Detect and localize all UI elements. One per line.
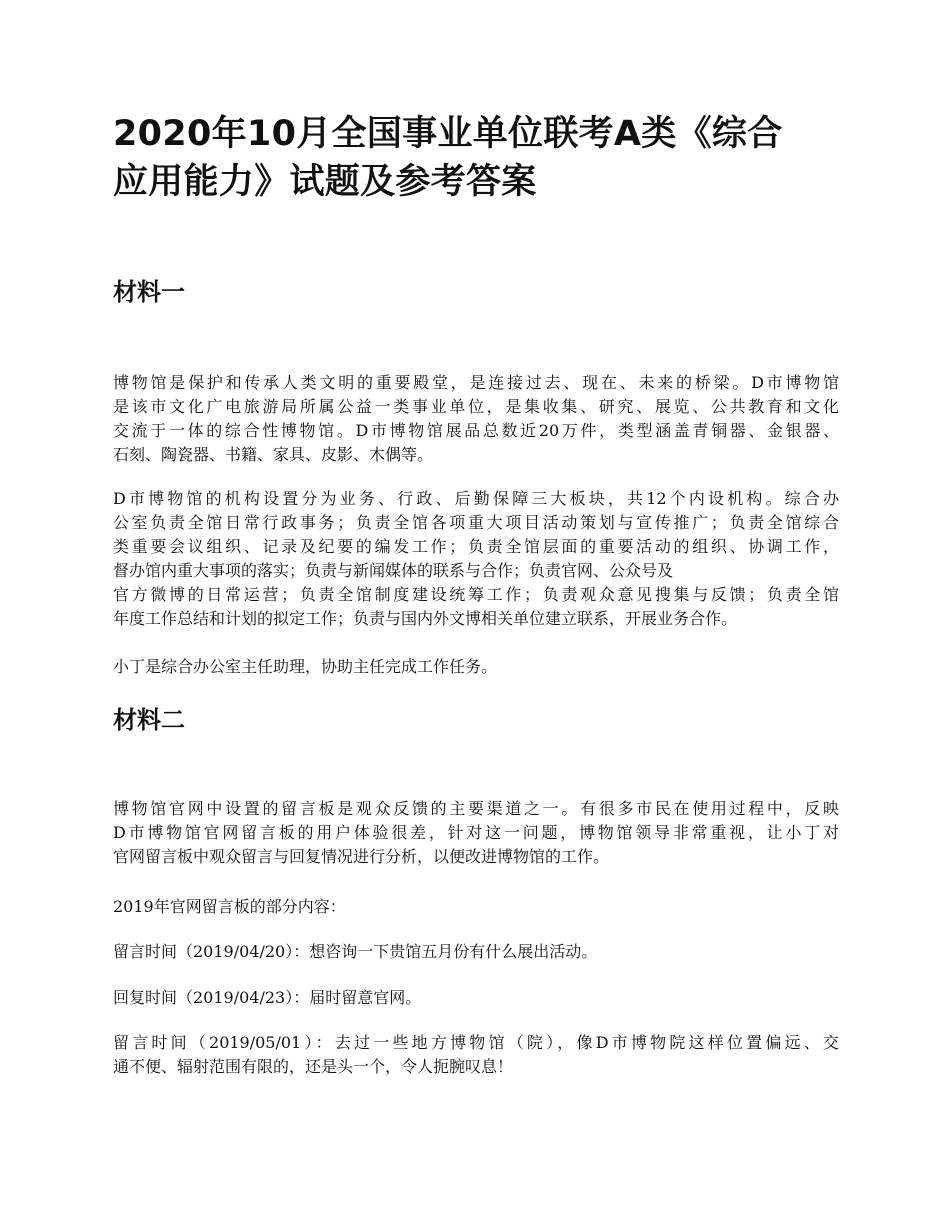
text-line: D市博物馆官网留言板的用户体验很差，针对这一问题，博物馆领导非常重视，让小丁对 [113, 823, 839, 842]
title-line-2: 应用能力》试题及参考答案 [113, 162, 537, 202]
text-line: 2019年官网留言板的部分内容： [113, 897, 346, 916]
paragraph-museum-intro [113, 371, 839, 467]
text-line: 石刻、陶瓷器、书籍、家具、皮影、木偶等。 [113, 445, 434, 464]
text-line: 博物馆是保护和传承人类文明的重要殿堂，是连接过去、现在、未来的桥梁。D市博物馆 [113, 373, 839, 392]
paragraph-board-content-label [113, 895, 839, 919]
section-heading-material-2: 材料二 [113, 706, 185, 734]
paragraph-org-structure [113, 487, 839, 631]
paragraph-xiaoding-role [113, 655, 839, 679]
text-line: 年度工作总结和计划的拟定工作；负责与国内外文博相关单位建立联系，开展业务合作。 [113, 609, 738, 628]
text-line: 通不便、辐射范围有限的，还是头一个，令人扼腕叹息！ [113, 1057, 514, 1076]
text-line: 留言时间（2019/05/01）：去过一些地方博物馆（院），像D市博物院这样位置偏远、交 [113, 1033, 839, 1052]
text-line: 官方微博的日常运营；负责全馆制度建设统筹工作；负责观众意见搜集与反馈；负责全馆 [113, 585, 839, 604]
text-line: 小丁是综合办公室主任助理，协助主任完成工作任务。 [113, 657, 498, 676]
text-line: 官网留言板中观众留言与回复情况进行分析，以便改进博物馆的工作。 [113, 847, 610, 866]
text-line: 回复时间（2019/04/23）：届时留意官网。 [113, 988, 422, 1007]
paragraph-message-board [113, 797, 839, 869]
text-line: D市博物馆的机构设置分为业务、行政、后勤保障三大板块，共12个内设机构。综合办 [113, 489, 839, 508]
text-line: 是该市文化广电旅游局所属公益一类事业单位，是集收集、研究、展览、公共教育和文化 [113, 397, 839, 416]
text-line: 公室负责全馆日常行政事务；负责全馆各项重大项目活动策划与宣传推广；负责全馆综合 [113, 513, 839, 532]
text-line: 类重要会议组织、记录及纪要的编发工作；负责全馆层面的重要活动的组织、协调工作， [113, 537, 839, 556]
document-title [113, 110, 843, 206]
paragraph-message-2019-04-20 [113, 940, 839, 964]
text-line: 博物馆官网中设置的留言板是观众反馈的主要渠道之一。有很多市民在使用过程中，反映 [113, 799, 839, 818]
text-line: 交流于一体的综合性博物馆。D市博物馆展品总数近20万件，类型涵盖青铜器、金银器、 [113, 421, 839, 440]
text-line: 督办馆内重大事项的落实；负责与新闻媒体的联系与合作；负责官网、公众号及 [113, 561, 674, 580]
text-line: 留言时间（2019/04/20）：想咨询一下贵馆五月份有什么展出活动。 [113, 942, 598, 961]
section-heading-material-1: 材料一 [113, 278, 185, 306]
paragraph-message-2019-05-01 [113, 1031, 839, 1079]
paragraph-reply-2019-04-23 [113, 986, 839, 1010]
title-line-1: 2020年10月全国事业单位联考A类《综合 [113, 114, 783, 154]
